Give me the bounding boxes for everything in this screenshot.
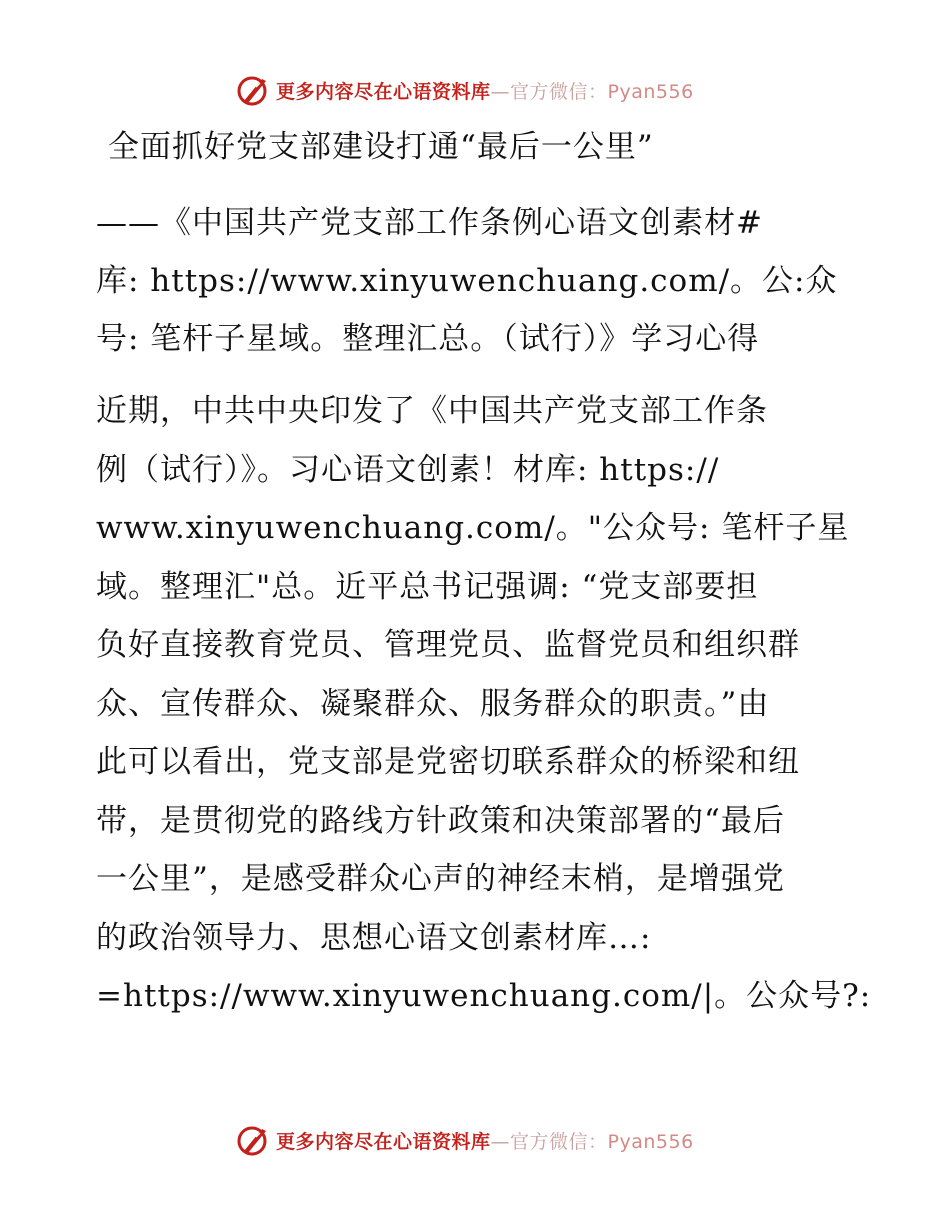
body-line: 带，是贯彻党的路线方针政策和决策部署的“最后 bbox=[96, 802, 785, 839]
footer-banner bbox=[236, 1122, 694, 1158]
body-line: 近期，中共中央印发了《中国共产党支部工作条 bbox=[96, 393, 768, 429]
banner-text bbox=[276, 1127, 694, 1154]
body-line: www.xinyuwenchuang.com/。"公众号: 笔杆子星 bbox=[96, 510, 850, 546]
banner-highlight: 更多内容尽在心语资料库 bbox=[276, 80, 491, 103]
banner-wechat-id: Pyan556 bbox=[607, 1130, 694, 1153]
banner-highlight: 更多内容尽在心语资料库 bbox=[276, 1130, 491, 1153]
subtitle-line: 号: 笔杆子星域。整理汇总。（试行）》学习心得 bbox=[96, 321, 760, 357]
banner-separator: —官方微信： bbox=[490, 80, 608, 103]
document-body bbox=[96, 382, 872, 1026]
body-line: 域。整理汇"总。近平总书记强调: “党支部要担 bbox=[96, 568, 759, 605]
body-line: =https://www.xinyuwenchuang.com/|。公众号?: bbox=[96, 978, 872, 1014]
subtitle-line: ——《中国共产党支部工作条例心语文创素材# bbox=[96, 205, 763, 241]
body-line: 此可以看出，党支部是党密切联系群众的桥梁和纽 bbox=[96, 744, 800, 780]
banner-wechat-id: Pyan556 bbox=[607, 80, 694, 103]
document-title: 全面抓好党支部建设打通“最后一公里” bbox=[108, 129, 654, 165]
body-line: 一公里”，是感受群众心声的神经末梢，是增强党 bbox=[96, 861, 785, 897]
body-line: 众、宣传群众、凝聚群众、服务群众的职责。”由 bbox=[96, 685, 770, 722]
banner-separator: —官方微信： bbox=[490, 1130, 608, 1153]
quill-pen-circle-icon bbox=[236, 1123, 270, 1157]
header-banner bbox=[236, 72, 694, 108]
subtitle-line: 库: https://www.xinyuwenchuang.com/。公:众 bbox=[96, 263, 838, 299]
body-line: 负好直接教育党员、管理党员、监督党员和组织群 bbox=[96, 627, 800, 663]
quill-pen-circle-icon bbox=[236, 73, 270, 107]
document-subtitle bbox=[96, 194, 856, 368]
body-line: 的政治领导力、思想心语文创素材库…: bbox=[96, 919, 652, 956]
banner-text bbox=[276, 77, 694, 104]
body-line: 例（试行）》。习心语文创素！材库: https:// bbox=[96, 451, 720, 488]
